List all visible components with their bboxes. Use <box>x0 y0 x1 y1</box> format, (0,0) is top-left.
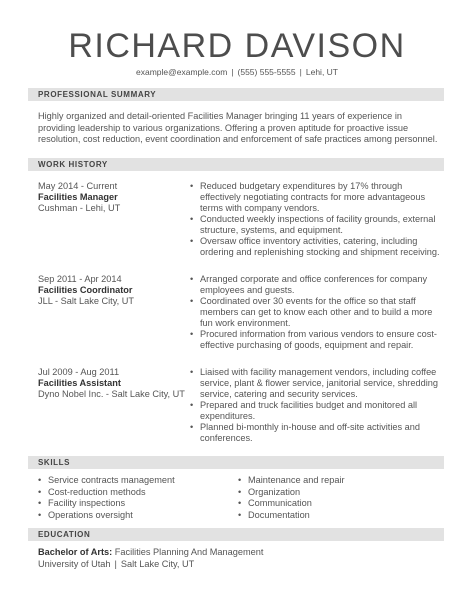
school-location: Salt Lake City, UT <box>120 558 195 569</box>
job-title: Facilities Coordinator <box>38 285 133 295</box>
professional-summary: Highly organized and detail-oriented Facilities Manager bringing 11 years of experience in providing leadership to various organizations. Offering a proven aptitude for proactive issue resolution, cost reduction, event coordination and enforcement of safe practices among personnel. <box>38 111 438 144</box>
school-separator: | <box>114 558 117 569</box>
skills-list-left <box>38 475 228 521</box>
email-address: example@example.com <box>135 67 228 77</box>
job-duty: • Coordinated over 30 events for the office so that staff members can get to know each other and to build a more fun work environment. <box>190 296 440 329</box>
skill-item: • Facility inspections <box>38 498 228 510</box>
job-duty: • Reduced budgetary expenditures by 17% through effectively negotiating contracts for more advantageous terms with company vendors. <box>190 181 440 214</box>
contact-line <box>0 67 474 78</box>
education-section-title: EDUCATION <box>38 530 91 539</box>
skill-item: • Operations oversight <box>38 510 228 522</box>
school-name: University of Utah <box>38 558 111 569</box>
skill-item: • Service contracts management <box>38 475 228 487</box>
job-dates: Sep 2011 - Apr 2014 <box>38 274 122 284</box>
job-duties <box>190 181 440 258</box>
school-line <box>38 559 438 571</box>
job-company: JLL - Salt Lake City, UT <box>38 296 134 306</box>
work-section-header <box>28 158 444 171</box>
degree-line <box>38 547 438 559</box>
job-duty: • Prepared and truck facilities budget and monitored all expenditures. <box>190 400 440 422</box>
job-duty: • Planned bi-monthly in-house and off-site activities and conferences. <box>190 422 440 444</box>
job-meta <box>38 181 198 214</box>
job-duty: • Liaised with facility management vendors, including coffee service, plant & flower service, janitorial service, shredding service, catering and security services. <box>190 367 440 400</box>
phone-number: (555) 555-5555 <box>237 67 296 77</box>
skill-item: • Communication <box>238 498 428 510</box>
job-dates: Jul 2009 - Aug 2011 <box>38 367 120 377</box>
location: Lehi, UT <box>305 67 338 77</box>
job-title: Facilities Manager <box>38 192 118 202</box>
summary-section-header <box>28 88 444 101</box>
degree-name: Bachelor of Arts: <box>38 547 113 557</box>
job-duty: • Arranged corporate and office conferences for company employees and guests. <box>190 274 440 296</box>
job-duty: • Oversaw office inventory activities, catering, including ordering and replenishing stocking and shipment receiving. <box>190 236 440 258</box>
job-duty: • Procured information from various vendors to ensure cost-effective purchasing of goods, equipment and repair. <box>190 329 440 351</box>
skill-item: • Documentation <box>238 510 428 522</box>
job-title: Facilities Assistant <box>38 378 121 388</box>
skills-section-header <box>28 456 444 469</box>
contact-separator: | <box>231 67 234 77</box>
job-meta <box>38 274 198 307</box>
skill-item: • Maintenance and repair <box>238 475 428 487</box>
job-duties <box>190 274 440 351</box>
job-duties <box>190 367 440 444</box>
job-meta <box>38 367 198 400</box>
summary-section-title: PROFESSIONAL SUMMARY <box>38 90 157 99</box>
skill-item: • Organization <box>238 487 428 499</box>
degree-field: Facilities Planning And Management <box>114 547 264 557</box>
candidate-name: RICHARD DAVISON <box>68 27 406 65</box>
job-company: Cushman - Lehi, UT <box>38 203 121 213</box>
education-section-header <box>28 528 444 541</box>
skills-section-title: SKILLS <box>38 458 71 467</box>
education-entry <box>38 547 438 570</box>
skill-item: • Cost-reduction methods <box>38 487 228 499</box>
work-section-title: WORK HISTORY <box>38 160 108 169</box>
job-dates: May 2014 - Current <box>38 181 118 191</box>
skills-list-right <box>238 475 428 521</box>
job-company: Dyno Nobel Inc. - Salt Lake City, UT <box>38 389 185 399</box>
contact-separator: | <box>299 67 302 77</box>
job-duty: • Conducted weekly inspections of facility grounds, external structure, systems, and equipment. <box>190 214 440 236</box>
